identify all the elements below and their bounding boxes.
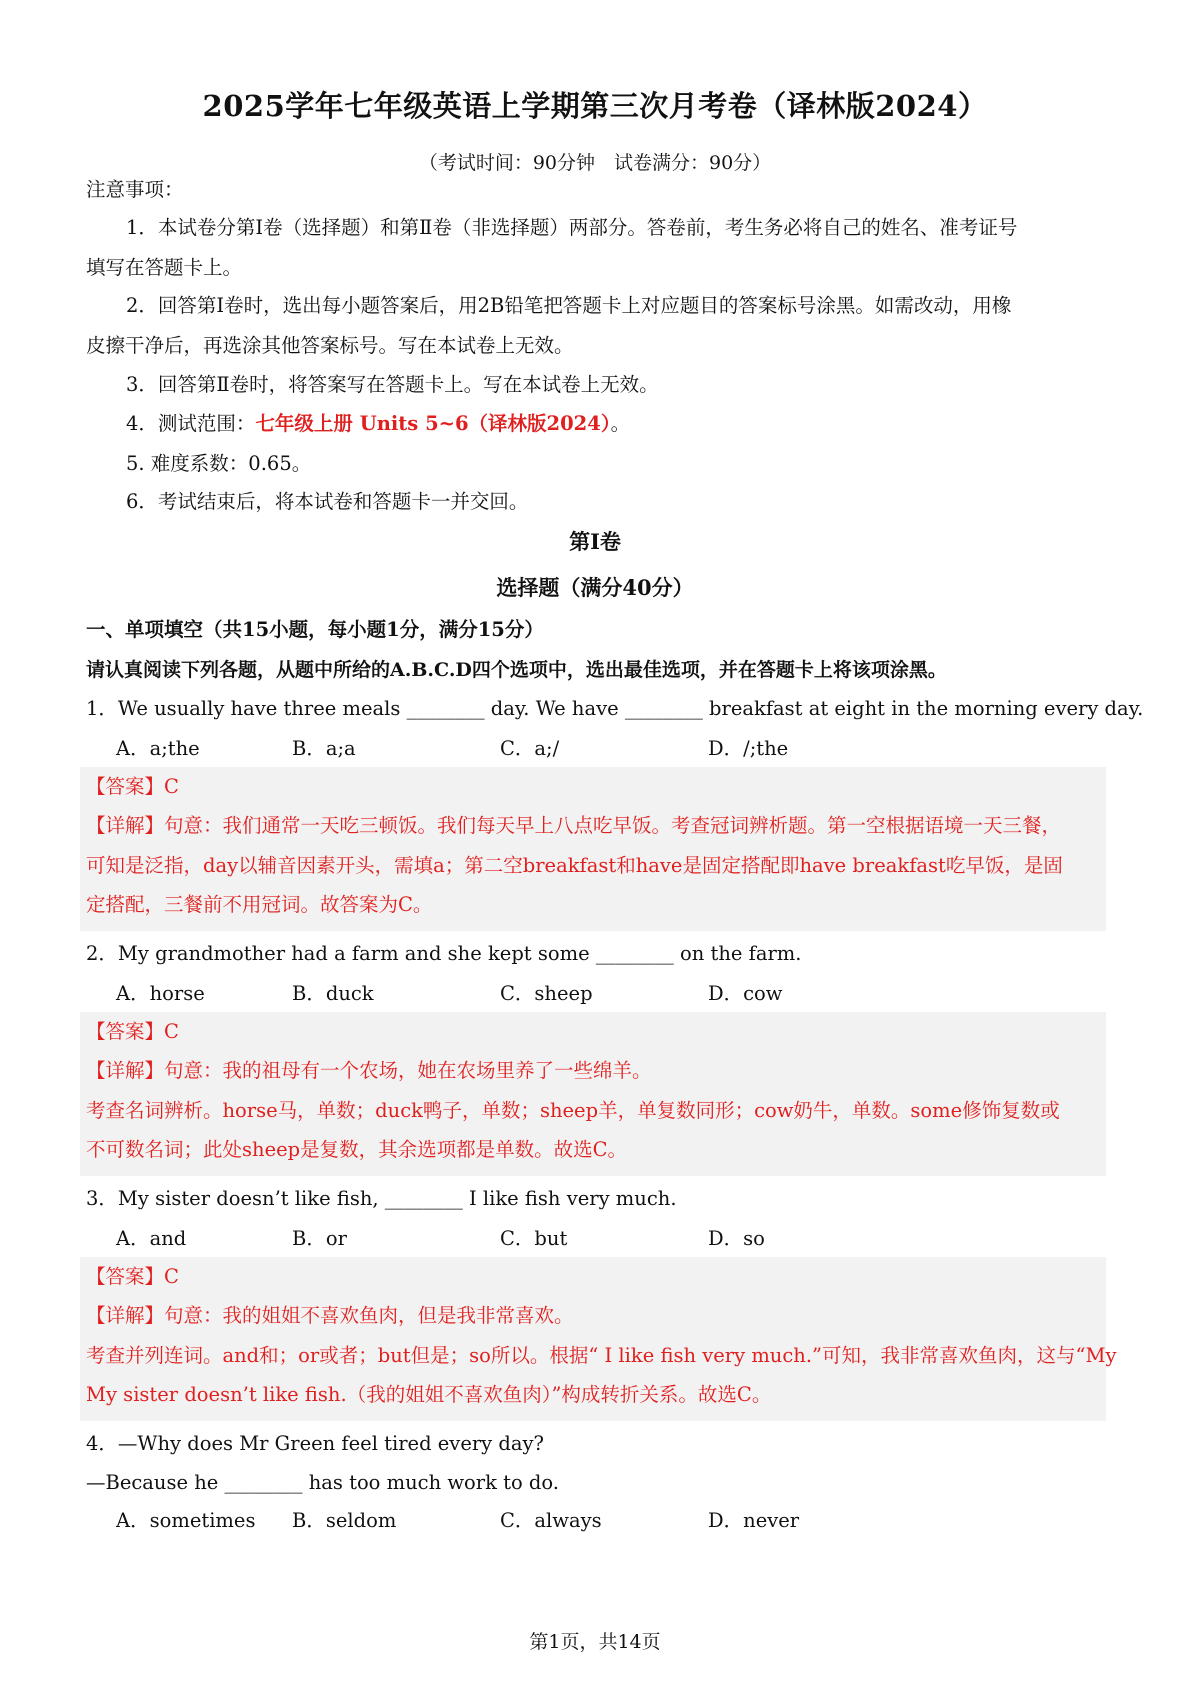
q1-explanation-1: 【详解】句意：我们通常一天吃三顿饭。我们每天早上八点吃早饭。考查冠词辨析题。第一空根据语境一天三餐， bbox=[86, 814, 1062, 837]
q1-answer-box bbox=[80, 767, 1106, 931]
q3-option-d: D．so bbox=[708, 1227, 765, 1250]
q4-stem-2: —Because he ________ has too much work to do. bbox=[86, 1471, 559, 1494]
q3-explanation-1: 【详解】句意：我的姐姐不喜欢鱼肉，但是我非常喜欢。 bbox=[86, 1304, 574, 1327]
page-title: 2025学年七年级英语上学期第三次月考卷（译林版2024） bbox=[202, 89, 988, 123]
q3-answer-box bbox=[80, 1257, 1117, 1421]
q2-explanation-3: 不可数名词；此处sheep是复数，其余选项都是单数。故选C。 bbox=[86, 1138, 628, 1161]
notice-heading: 注意事项： bbox=[86, 178, 184, 201]
page-number-footer: 第1页，共14页 bbox=[529, 1631, 661, 1653]
q2-option-b: B．duck bbox=[292, 982, 374, 1005]
q4-option-d: D．never bbox=[708, 1509, 800, 1532]
q3-explanation-2: 考查并列连词。and和；or或者；but但是；so所以。根据“ I like fish very much.”可知，我非常喜欢鱼肉，这与“My bbox=[86, 1344, 1117, 1367]
q1-option-b: B．a;a bbox=[292, 737, 356, 760]
q2-option-a: A．horse bbox=[116, 982, 205, 1005]
q4-option-c: C．always bbox=[500, 1509, 602, 1532]
q4-option-a: A．sometimes bbox=[116, 1509, 256, 1532]
notice-3: 3．回答第Ⅱ卷时，将答案写在答题卡上。写在本试卷上无效。 bbox=[126, 373, 659, 396]
notice-1b: 填写在答题卡上。 bbox=[86, 256, 243, 279]
q3-option-c: C．but bbox=[500, 1227, 568, 1250]
volume-heading: 第Ⅰ卷 bbox=[569, 529, 621, 554]
q3-answer: 【答案】C bbox=[86, 1265, 179, 1288]
q1-option-c: C．a;/ bbox=[500, 737, 560, 760]
q2-stem: 2．My grandmother had a farm and she kept some ________ on the farm. bbox=[86, 942, 802, 965]
q3-stem: 3．My sister doesn’t like fish, ________ I like fish very much. bbox=[86, 1187, 677, 1210]
q2-answer-box bbox=[80, 1012, 1106, 1176]
q1-explanation-3: 定搭配，三餐前不用冠词。故答案为C。 bbox=[86, 893, 433, 916]
exam-subtitle: （考试时间：90分钟 试卷满分：90分） bbox=[418, 152, 772, 174]
notice-6: 6．考试结束后，将本试卷和答题卡一并交回。 bbox=[126, 490, 529, 513]
part1-instruction: 请认真阅读下列各题，从题中所给的A.B.C.D四个选项中，选出最佳选项，并在答题卡上将该项涂黑。 bbox=[86, 659, 947, 681]
q3-option-a: A．and bbox=[116, 1227, 187, 1250]
q2-option-d: D．cow bbox=[708, 982, 783, 1005]
q2-answer: 【答案】C bbox=[86, 1020, 179, 1043]
q4-stem-1: 4．—Why does Mr Green feel tired every day? bbox=[86, 1432, 544, 1455]
q1-answer: 【答案】C bbox=[86, 775, 179, 798]
notice-2b: 皮擦干净后，再选涂其他答案标号。写在本试卷上无效。 bbox=[86, 334, 574, 357]
q3-explanation-3: My sister doesn’t like fish.（我的姐姐不喜欢鱼肉）”构成转折关系。故选C。 bbox=[86, 1383, 772, 1406]
q2-explanation-1: 【详解】句意：我的祖母有一个农场，她在农场里养了一些绵羊。 bbox=[86, 1059, 652, 1082]
q1-option-a: A．a;the bbox=[116, 737, 200, 760]
notice-4 bbox=[126, 410, 630, 438]
part1-title: 一、单项填空（共15小题，每小题1分，满分15分） bbox=[86, 618, 544, 641]
notice-1a: 1．本试卷分第Ⅰ卷（选择题）和第Ⅱ卷（非选择题）两部分。答卷前，考生务必将自己的姓名、准考证号 bbox=[126, 216, 1018, 239]
notice-4-prefix: 4．测试范围： bbox=[126, 412, 256, 435]
q3-option-b: B．or bbox=[292, 1227, 347, 1250]
q4-option-b: B．seldom bbox=[292, 1509, 397, 1532]
q2-explanation-2: 考查名词辨析。horse马，单数；duck鸭子，单数；sheep羊，单复数同形；cow奶牛，单数。some修饰复数或 bbox=[86, 1099, 1060, 1122]
q1-option-d: D．/;the bbox=[708, 737, 789, 760]
q1-explanation-2: 可知是泛指，day以辅音因素开头，需填a；第二空breakfast和have是固定搭配即have breakfast吃早饭，是固 bbox=[86, 854, 1063, 877]
test-range: 七年级上册 Units 5~6（译林版2024） bbox=[255, 412, 611, 435]
section-title: 选择题（满分40分） bbox=[496, 575, 694, 600]
notice-2a: 2．回答第Ⅰ卷时，选出每小题答案后，用2B铅笔把答题卡上对应题目的答案标号涂黑。如需改动，用橡 bbox=[126, 294, 1012, 317]
notice-5: 5. 难度系数：0.65。 bbox=[126, 452, 312, 475]
notice-4-suffix: 。 bbox=[610, 412, 631, 435]
q2-option-c: C．sheep bbox=[500, 982, 593, 1005]
q1-stem: 1．We usually have three meals ________ day. We have ________ breakfast at eight in the morning every day. bbox=[86, 697, 1144, 720]
